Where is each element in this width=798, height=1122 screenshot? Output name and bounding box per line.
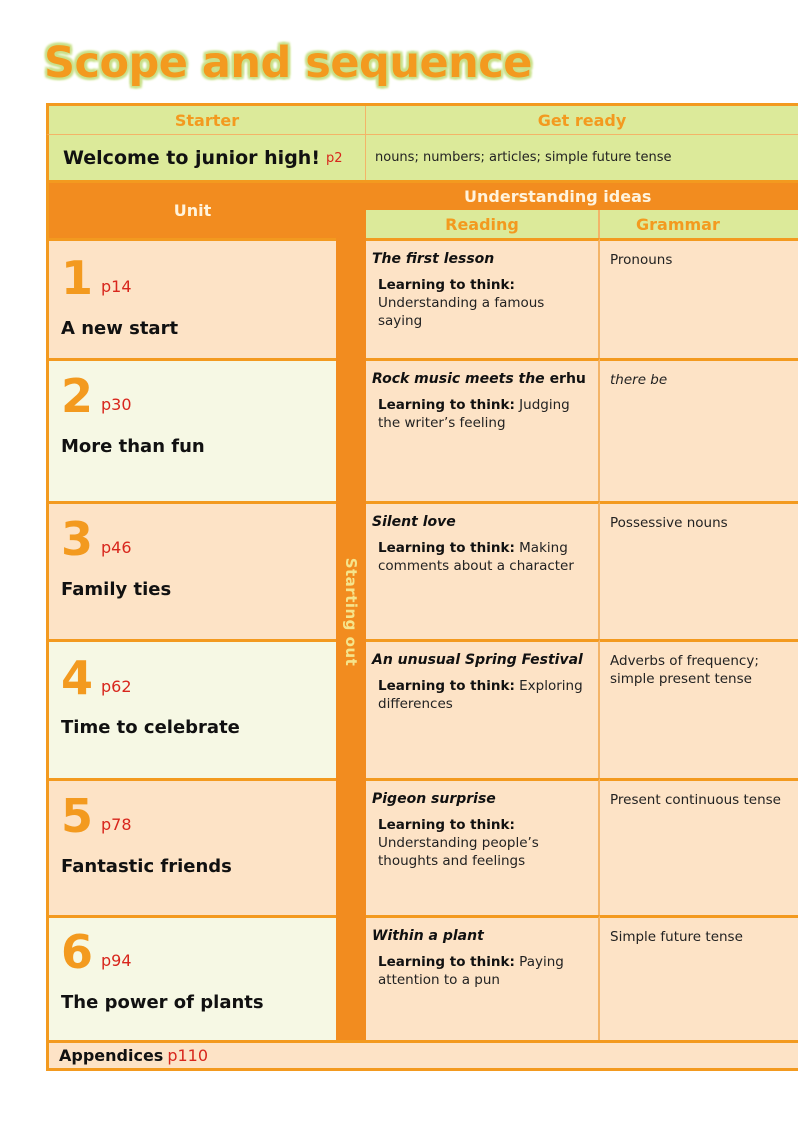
unit-page: p30 (101, 395, 132, 414)
welcome-title: Welcome to junior high! (63, 146, 320, 169)
welcome-page: p2 (326, 151, 343, 166)
reading-cell-2 (366, 358, 600, 501)
reading-title: Within a plant (372, 928, 484, 944)
learning-to-think: Learning to think: Understanding a famous saying (378, 277, 545, 330)
reading-cell-5 (366, 778, 600, 915)
unit-name: Time to celebrate (61, 717, 240, 738)
grammar-cell-6: Simple future tense (600, 915, 798, 1040)
grammar-cell-2 (600, 358, 798, 501)
learning-to-think: Learning to think: Judging the writer’s feeling (378, 397, 570, 432)
learning-to-think: Learning to think: Exploring differences (378, 678, 583, 713)
scope-table (46, 103, 798, 1071)
unit-page: p46 (101, 538, 132, 557)
understanding-ideas-header: Understanding ideas (366, 180, 798, 210)
grammar-text: there be (610, 372, 668, 388)
reading-cell-4 (366, 639, 600, 778)
grammar-cell-4: Adverbs of frequency; simple present tense (600, 639, 798, 778)
unit-page: p78 (101, 815, 132, 834)
unit-number: 3 (61, 512, 94, 566)
appendices-row (46, 1040, 798, 1071)
unit-number: 2 (61, 369, 94, 423)
unit-name: The power of plants (61, 992, 264, 1013)
reading-title: The first lesson (372, 251, 495, 267)
starting-out-label: Starting out (342, 557, 360, 666)
grammar-cell-1: Pronouns (600, 238, 798, 358)
learning-to-think: Learning to think: Making comments about a character (378, 540, 574, 575)
unit-cell-6 (46, 915, 336, 1040)
unit-page: p94 (101, 951, 132, 970)
reading-cell-6 (366, 915, 600, 1040)
unit-cell-5 (46, 778, 336, 915)
grammar-cell-5: Present continuous tense (600, 778, 798, 915)
unit-page: p62 (101, 677, 132, 696)
unit-name: Fantastic friends (61, 856, 232, 877)
appendices-label: Appendices (59, 1046, 164, 1065)
welcome-cell (46, 134, 366, 180)
reading-title: Silent love (372, 514, 456, 530)
unit-cell-4 (46, 639, 336, 778)
reading-title: Pigeon surprise (372, 791, 496, 807)
reading-title: An unusual Spring Festival (372, 652, 583, 668)
learning-to-think: Learning to think: Understanding people’s thoughts and feelings (378, 817, 539, 870)
unit-cell-2 (46, 358, 336, 501)
unit-header: Unit (46, 180, 336, 238)
get-ready-header: Get ready (366, 106, 798, 134)
appendices-page: p110 (167, 1046, 209, 1065)
unit-page: p14 (101, 277, 132, 296)
reading-header: Reading (366, 210, 600, 238)
starter-header: Starter (46, 106, 366, 134)
page-title: Scope and sequence (44, 38, 532, 88)
unit-name: Family ties (61, 579, 172, 600)
learning-to-think: Learning to think: Paying attention to a pun (378, 954, 564, 989)
unit-name: More than fun (61, 436, 205, 457)
reading-cell-3 (366, 501, 600, 639)
unit-number: 5 (61, 789, 94, 843)
reading-cell-1 (366, 238, 600, 358)
reading-title: Rock music meets the erhu (372, 371, 586, 387)
unit-number: 4 (61, 651, 94, 705)
unit-cell-1 (46, 238, 336, 358)
unit-cell-3 (46, 501, 336, 639)
unit-name: A new start (61, 318, 179, 339)
grammar-cell-3: Possessive nouns (600, 501, 798, 639)
get-ready-cell: nouns; numbers; articles; simple future tense (366, 134, 798, 180)
grammar-header: Grammar (600, 210, 798, 238)
unit-number: 1 (61, 251, 94, 305)
unit-number: 6 (61, 925, 94, 979)
starting-out-sidebar (336, 180, 366, 1040)
